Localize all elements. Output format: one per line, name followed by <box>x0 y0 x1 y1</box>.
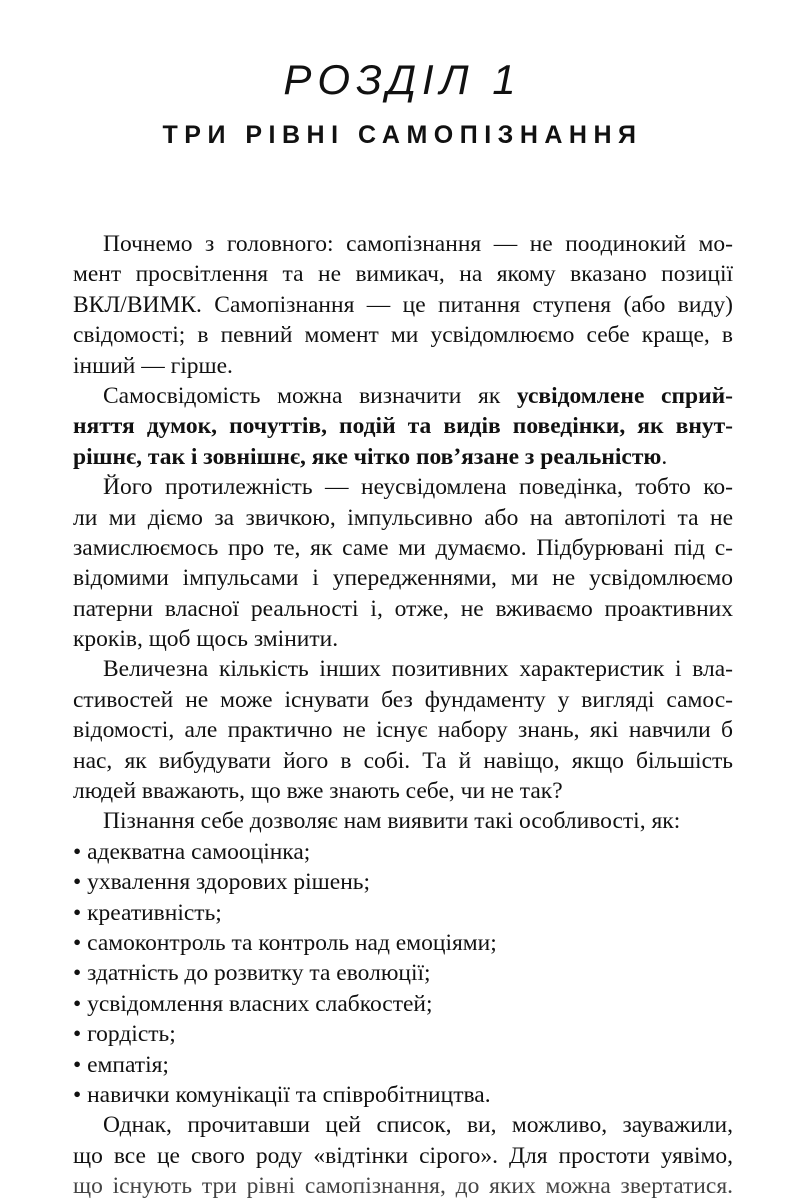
chapter-heading: РОЗДІЛ 1 <box>283 56 522 103</box>
list-intro: Пізнання себе дозволяє нам виявити такі особливості, як: <box>103 808 681 835</box>
text-line: Величезна кількість інших позитивних характеристик і вла- <box>103 656 733 683</box>
text-line: відомими імпульсами і упередженнями, ми не усвідомлюємо <box>73 565 733 592</box>
definition-bold: рішнє, так і зовнішнє, яке чітко пов’язане з реальністю <box>73 443 662 470</box>
list-item: • самоконтроль та контроль над емоціями; <box>73 928 733 958</box>
list-item: • навички комунікації та співробітництва. <box>73 1080 733 1110</box>
list-item: • адекватна самооцінка; <box>73 837 733 867</box>
list-item: • емпатія; <box>73 1050 733 1080</box>
text-line: що існують три рівні самопізнання, до яких можна звертатися. <box>73 1173 733 1200</box>
paragraph-6 <box>73 1110 733 1201</box>
text-line: людей вважають, що вже знають себе, чи не так? <box>73 778 563 805</box>
text-line: замислюємось про те, як саме ми думаємо. Підбурювані під с- <box>73 534 733 561</box>
text-line: Його протилежність — неусвідомлена поведінка, тобто ко- <box>103 474 733 501</box>
text-line: ли ми діємо за звичкою, імпульсивно або на автопілоті та не <box>73 504 733 531</box>
text-line: що все це свого роду «відтінки сірого». Для простоти уявімо, <box>73 1142 733 1169</box>
body-text <box>73 229 733 1202</box>
paragraph-1 <box>73 229 733 381</box>
text-line <box>73 381 733 411</box>
list-item: • креативність; <box>73 898 733 928</box>
list-item: • ухвалення здорових рішень; <box>73 867 733 897</box>
text-line: мент просвітлення та не вимикач, на якому вказано позиції <box>73 261 733 288</box>
paragraph-3 <box>73 472 733 654</box>
traits-list <box>73 837 733 1111</box>
paragraph-4 <box>73 654 733 806</box>
definition-bold: няття думок, почуттів, подій та видів поведінки, як внут- <box>73 413 733 440</box>
text-line: свідомості; в певний момент ми усвідомлюємо себе краще, в <box>73 322 733 349</box>
definition-bold: усвідомлене сприй- <box>516 382 734 409</box>
definition-end: . <box>661 443 668 470</box>
text-line: відомості, але практично не існує набору знань, які навчили б <box>73 717 733 744</box>
list-item: • усвідомлення власних слабкостей; <box>73 989 733 1019</box>
list-item: • гордість; <box>73 1019 733 1049</box>
text-line: стивостей не може існувати без фундаменту у вигляді самос- <box>73 686 733 713</box>
paragraph-2 <box>73 381 733 472</box>
text-line: патерни власної реальності і, отже, не вживаємо проактивних <box>73 595 733 622</box>
definition-lead: Самосвідомість можна визначити як <box>103 382 517 409</box>
text-line: ВКЛ/ВИМК. Самопізнання — це питання ступеня (або виду) <box>73 291 733 318</box>
text-line: нас, як вибудувати його в собі. Та й навіщо, якщо більшість <box>73 747 733 774</box>
text-line: кроків, щоб щось змінити. <box>73 626 339 653</box>
text-line: Почнемо з головного: самопізнання — не поодинокий мо- <box>103 231 733 257</box>
text-line: інший — гірше. <box>73 352 233 379</box>
chapter-title: ТРИ РІВНІ САМОПІЗНАННЯ <box>162 121 643 149</box>
list-item: • здатність до розвитку та еволюції; <box>73 958 733 988</box>
text-line: Однак, прочитавши цей список, ви, можливо, зауважили, <box>103 1112 733 1139</box>
text-line <box>73 442 733 472</box>
